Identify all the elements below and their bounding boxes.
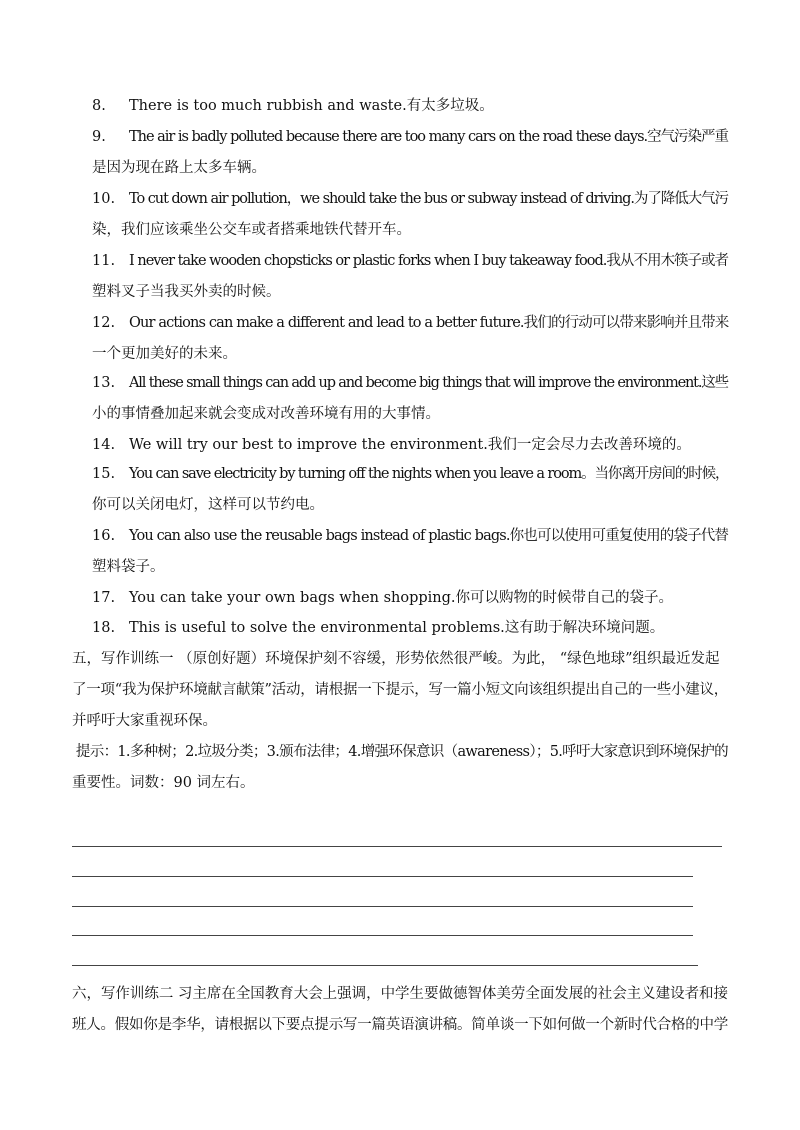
item-text-continued: 塑料袋子。 bbox=[92, 559, 165, 575]
item-text-continued: 小的事情叠加起来就会变成对改善环境有用的大事情。 bbox=[92, 406, 440, 422]
item-text: There is too much rubbish and waste.有太多垃圾。 bbox=[129, 98, 494, 114]
item-number: 18. bbox=[92, 620, 116, 636]
answer-line bbox=[72, 935, 693, 936]
item-text-continued: 染，我们应该乘坐公交车或者搭乘地铁代替开车。 bbox=[92, 222, 411, 238]
item-text: All these small things can add up and become big things that will improve the environment.这些 bbox=[129, 375, 728, 391]
item-text-continued: 一个更加美好的未来。 bbox=[92, 346, 237, 362]
item-text-continued: 你可以关闭电灯，这样可以节约电。 bbox=[92, 497, 324, 513]
item-text: We will try our best to improve the environment.我们一定会尽力去改善环境的。 bbox=[129, 437, 691, 453]
section-5-prompt: 五，写作训练一 （原创好题）环境保护刻不容缓，形势依然很严峻。为此， “绿色地球”组织最近发起 bbox=[72, 651, 720, 667]
section-5-hints: 重要性。词数：90 词左右。 bbox=[72, 775, 255, 791]
item-number: 14. bbox=[92, 437, 116, 453]
answer-line bbox=[72, 876, 693, 877]
item-text: You can take your own bags when shopping.你可以购物的时候带自己的袋子。 bbox=[129, 590, 674, 606]
item-number: 12. bbox=[92, 315, 116, 331]
item-number: 8. bbox=[92, 98, 106, 114]
answer-line bbox=[72, 965, 698, 966]
item-text: You can save electricity by turning off the nights when you leave a room。当你离开房间的时候， bbox=[129, 466, 729, 482]
item-number: 13. bbox=[92, 375, 116, 391]
item-text: This is useful to solve the environmental problems.这有助于解决环境问题。 bbox=[129, 620, 665, 636]
item-number: 9. bbox=[92, 129, 106, 145]
item-number: 16. bbox=[92, 528, 116, 544]
section-6-prompt: 班人。假如你是李华，请根据以下要点提示写一篇英语演讲稿。简单谈一下如何做一个新时代合格的中学 bbox=[72, 1017, 729, 1033]
item-text-continued: 塑料叉子当我买外卖的时候。 bbox=[92, 284, 281, 300]
item-number: 10. bbox=[92, 191, 116, 207]
item-text-continued: 是因为现在路上太多车辆。 bbox=[92, 160, 266, 176]
section-6-prompt: 六，写作训练二 习主席在全国教育大会上强调，中学生要做德智体美劳全面发展的社会主义建设者和接 bbox=[72, 986, 729, 1002]
item-number: 17. bbox=[92, 590, 116, 606]
answer-line bbox=[72, 906, 693, 907]
answer-line bbox=[72, 846, 722, 847]
section-5-prompt: 了一项“我为保护环境献言献策”活动，请根据一下提示，写一篇小短文向该组织提出自己的一些小建议， bbox=[72, 682, 728, 698]
item-text: I never take wooden chopsticks or plastic forks when I buy takeaway food.我从不用木筷子或者 bbox=[129, 253, 729, 269]
item-text: You can also use the reusable bags instead of plastic bags.你也可以使用可重复使用的袋子代替 bbox=[129, 528, 729, 544]
item-text: To cut down air pollution，we should take the bus or subway instead of driving.为了降低大气污 bbox=[129, 191, 728, 207]
section-5-prompt: 并呼吁大家重视环保。 bbox=[72, 713, 217, 729]
item-text: The air is badly polluted because there are too many cars on the road these days.空气污染严重 bbox=[129, 129, 728, 145]
item-text: Our actions can make a different and lead to a better future.我们的行动可以带来影响并且带来 bbox=[129, 315, 729, 331]
item-number: 11. bbox=[92, 253, 116, 269]
section-5-hints: 提示：1.多种树；2.垃圾分类；3.颁布法律；4.增强环保意识（awareness）；5.呼吁大家意识到环境保护的 bbox=[72, 744, 728, 760]
item-number: 15. bbox=[92, 466, 116, 482]
